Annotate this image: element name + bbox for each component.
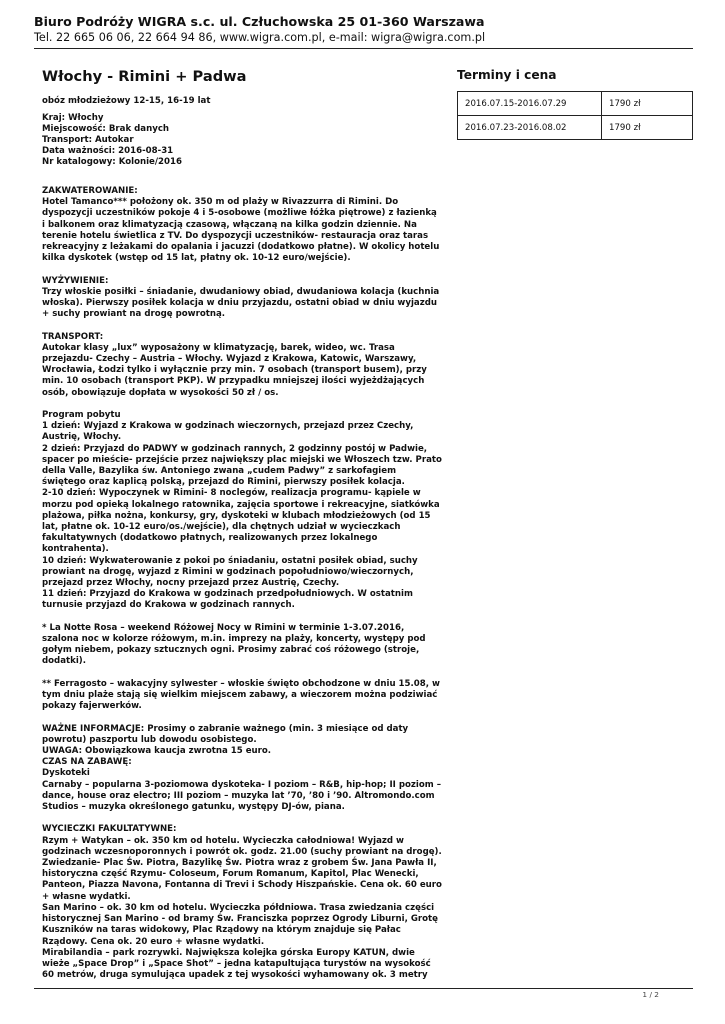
fun-heading: CZAS NA ZABAWĘ: — [42, 757, 132, 768]
company-line: Biuro Podróży WIGRA s.c. ul. Człuchowska 25 01-360 Warszawa — [34, 14, 485, 29]
transport-text: Autokar klasy „lux” wyposażony w klimatyzację, barek, wideo, wc. Trasa przejazdu- Czechy – Austria – Włochy. Wyjazd z Krakowa, Katowic, Warszawy, Wrocławia, Łodzi tylko i wyłącznie przy min. 7 osobach (transport busem), przy min. 10 osobach (transport PKP). W przypadku mniejszej ilości wyjeżdżających osób, obowiązuje dopłata w wysokości 50 zł / os. — [42, 342, 427, 398]
terms-panel — [457, 68, 693, 140]
transport-heading: TRANSPORT: — [42, 331, 104, 342]
term-price: 1790 zł — [602, 116, 693, 140]
letterhead — [34, 14, 485, 45]
offer-meta — [42, 113, 182, 168]
program-day: 10 dzień: Wykwaterowanie z pokoi po śniadaniu, ostatni posiłek obiad, suchy prowiant na drogę, wyjazd z Rimini w godzinach popołudniowo/wieczornych, przejazd przez Włochy, nocny przejazd przez Austrię, Czechy. — [42, 555, 418, 589]
footer-divider — [34, 988, 693, 989]
page-number: 1 / 2 — [642, 990, 659, 999]
note-notte-rosa: * La Notte Rosa – weekend Różowej Nocy w Rimini w terminie 1-3.07.2016, szalona noc w kolorze różowym, m.in. imprezy na plaży, koncerty, występy pod gołym niebem, pokazy sztucznych ogni. Prosimy zabrać coś różowego (stroje, dodatki). — [42, 622, 426, 667]
important-info: WAŻNE INFORMACJE: Prosimy o zabranie ważnego (min. 3 miesiące od daty powrotu) paszportu lub dowodu osobistego. — [42, 723, 409, 745]
clubs-heading: Dyskoteki — [42, 768, 90, 779]
program-day: 2 dzień: Przyjazd do PADWY w godzinach rannych, 2 godzinny postój w Padwie, spacer po mieście- przejście przez największy plac miejski we Włoszech tzw. Prato della Valle, Bazylika św. Antoniego zwana „cudem Padwy” z sarkofagiem świętego oraz kaplicą polską, przejazd do Rimini, pierwszy posiłek kolacja. — [42, 443, 442, 488]
meta-country: Kraj: Włochy — [42, 113, 104, 123]
excursion-item: Mirabilandia – park rozrywki. Największa kolejka górska Europy KATUN, dwie wieże „Space Drop” i „Space Shot” – jedna katapultująca turystów na wysokość 60 metrów, druga symulująca upadek z tej wysokości wyhamowany ok. 3 metry — [42, 947, 431, 981]
term-price: 1790 zł — [602, 92, 693, 116]
program-day: 2-10 dzień: Wypoczynek w Rimini- 8 noclegów, realizacja programu- kąpiele w morzu pod opieką lokalnego ratownika, zajęcia sportowe i rekreacyjne, siatkówka plażowa, piłka nożna, konkursy, gry, dyskoteki w klubach młodzieżowych (od 15 lat, płatne ok. 10-12 euro/os./wejście), dla chętnych udział w wycieczkach fakultatywnych (dodatkowo płatnych, realizowanych przez lokalnego kontrahenta). — [42, 488, 440, 555]
excursions-section — [42, 824, 442, 981]
offer-subtitle: obóz młodzieżowy 12-15, 16-19 lat — [42, 96, 211, 106]
note-ferragosto: ** Ferragosto – wakacyjny sylwester – włoskie święto obchodzone w dniu 15.08, w tym dniu plaże stają się wielkim miejscem zabawy, a wieczorem można podziwiać pokazy fajerwerków. — [42, 678, 440, 712]
meals-heading: WYŻYWIENIE: — [42, 275, 109, 286]
excursion-item: Rzym + Watykan – ok. 350 km od hotelu. Wycieczka całodniowa! Wyjazd w godzinach wczesnoporonnych i powrót ok. godz. 21.00 (suchy prowiant na drogę). Zwiedzanie- Plac Św. Piotra, Bazylikę Św. Piotra wraz z grobem Św. Jana Pawła II, historyczna część Rzymu- Coloseum, Forum Romanum, Kapitol, Plac Wenecki, Panteon, Piazza Navona, Fontanna di Trevi i Schody Hiszpańskie. Cena ok. 60 euro + własne wydatki. — [42, 835, 442, 902]
meals-text: Trzy włoskie posiłki – śniadanie, dwudaniowy obiad, dwudaniowa kolacja (kuchnia włoska). Pierwszy posiłek kolacja w dniu przyjazdu, ostatni obiad w dniu wyjazdu + suchy prowiant na drogę powrotną. — [42, 286, 440, 320]
header-divider — [34, 48, 693, 49]
excursion-item: San Marino – ok. 30 km od hotelu. Wycieczka półdniowa. Trasa zwiedzania części historycznej San Marino - od bramy Św. Franciszka poprzez Ogrody Liburni, Grotę Kuszników na taras widokowy, Plac Rządowy na którym znajduje się Pałac Rządowy. Cena ok. 20 euro + własne wydatki. — [42, 902, 438, 947]
offer-description — [42, 186, 442, 993]
term-dates: 2016.07.15-2016.07.29 — [458, 92, 602, 116]
table-row — [458, 92, 693, 116]
meta-valid-until: Data ważności: 2016-08-31 — [42, 146, 174, 156]
meta-location: Miejscowość: Brak danych — [42, 124, 170, 134]
table-row — [458, 116, 693, 140]
offer-title: Włochy - Rimini + Padwa — [42, 68, 247, 85]
meals-section — [42, 276, 442, 321]
terms-heading: Terminy i cena — [457, 68, 557, 82]
program-section — [42, 410, 442, 612]
term-dates: 2016.07.23-2016.08.02 — [458, 116, 602, 140]
accommodation-section — [42, 186, 442, 264]
program-heading: Program pobytu — [42, 410, 121, 421]
program-day: 11 dzień: Przyjazd do Krakowa w godzinach przedpołudniowych. W ostatnim turnusie przyjazd do Krakowa w godzinach rannych. — [42, 589, 413, 611]
program-day: 1 dzień: Wyjazd z Krakowa w godzinach wieczornych, przejazd przez Czechy, Austrię, Włochy. — [42, 421, 414, 443]
meta-catalog-number: Nr katalogowy: Kolonie/2016 — [42, 157, 182, 167]
excursions-heading: WYCIECZKI FAKULTATYWNE: — [42, 824, 177, 835]
meta-transport: Transport: Autokar — [42, 135, 134, 145]
terms-table — [457, 91, 693, 140]
deposit-warning: UWAGA: Obowiązkowa kaucja zwrotna 15 euro. — [42, 746, 272, 757]
contact-line: Tel. 22 665 06 06, 22 664 94 86, www.wigra.com.pl, e-mail: wigra@wigra.com.pl — [34, 31, 486, 44]
accommodation-text: Hotel Tamanco*** położony ok. 350 m od plaży w Rivazzurra di Rimini. Do dyspozycji uczestników pokoje 4 i 5-osobowe (możliwe łóżka piętrowe) z łazienką i balkonem oraz klimatyzacją czasową, włączaną na kilka godzin dziennie. Na terenie hotelu świetlica z TV. Do dyspozycji uczestników- restauracja oraz taras rekreacyjny z leżakami do opalania i jacuzzi (dodatkowo płatne). W okolicy hotelu kilka dyskotek (wstęp od 15 lat, płatny ok. 10-12 euro/wejście). — [42, 197, 440, 264]
transport-section — [42, 332, 442, 399]
important-section — [42, 724, 442, 814]
clubs-text: Carnaby – popularna 3-poziomowa dyskoteka- I poziom – R&B, hip-hop; II poziom – dance, house oraz electro; III poziom – muzyka lat ’70, ’80 i ’90. Altromondo.com Studios – muzyka określonego gatunku, występy DJ-ów, piana. — [42, 779, 441, 813]
accommodation-heading: ZAKWATEROWANIE: — [42, 186, 138, 196]
